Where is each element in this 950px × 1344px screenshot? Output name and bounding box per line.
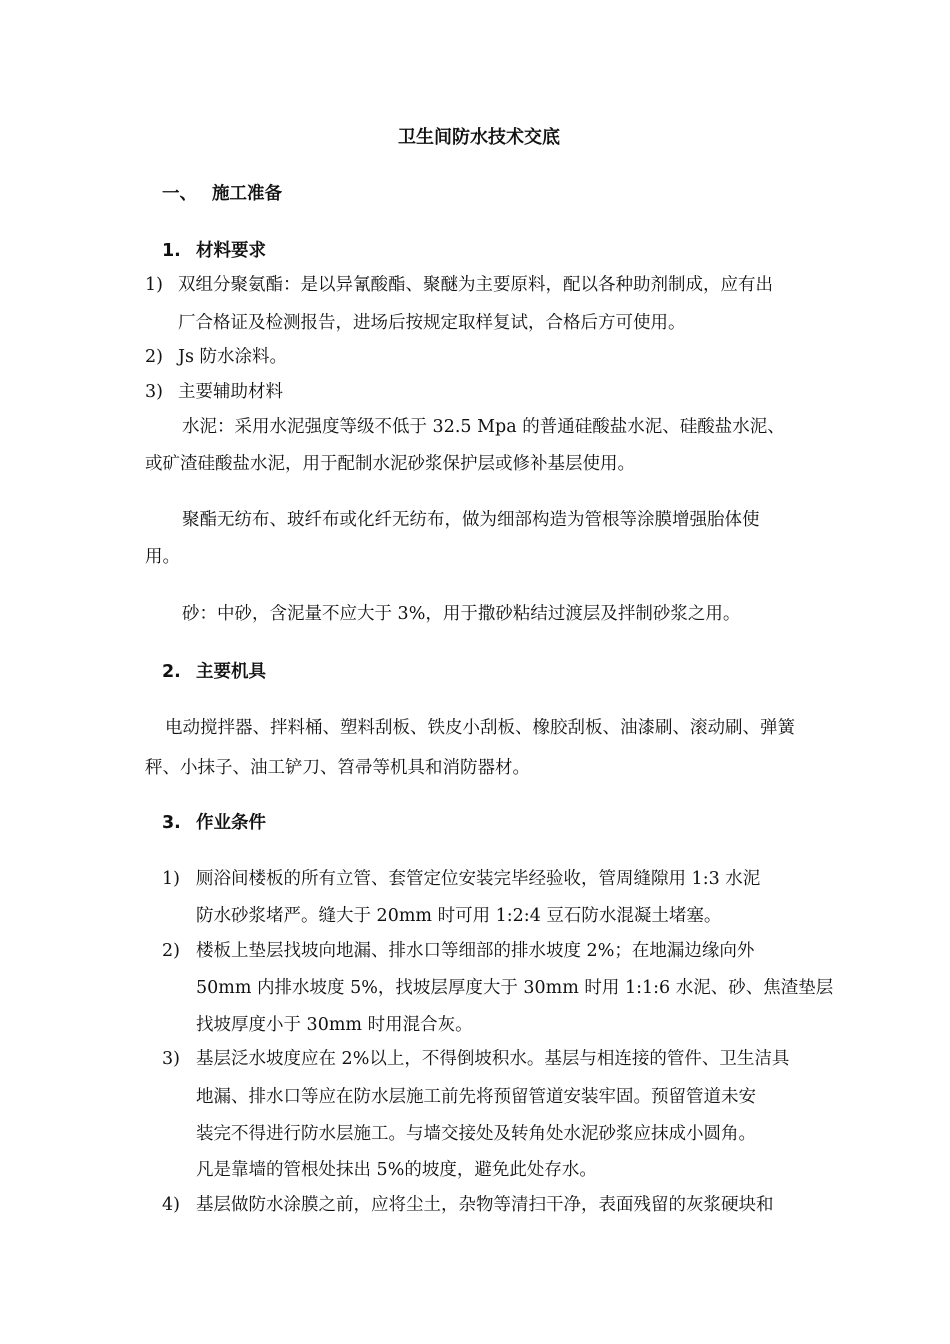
list-text: 基层泛水坡度应在 2%以上，不得倒坡积水。基层与相连接的管件、卫生洁具 [196,1049,790,1069]
subsection-number: 3. [162,813,181,833]
subsection-heading: 主要机具 [196,662,266,682]
list-text: 基层做防水涂膜之前，应将尘土，杂物等清扫干净，表面残留的灰浆硬块和 [196,1195,774,1215]
list-text: 50mm 内排水坡度 5%，找坡层厚度大于 30mm 时用 1:1:6 水泥、砂、焦渣垫层 [196,978,834,998]
list-text: 地漏、排水口等应在防水层施工前先将预留管道安装牢固。预留管道未安 [196,1087,756,1107]
list-number: 1) [145,275,163,295]
paragraph-line: 砂：中砂，含泥量不应大于 3%，用于撒砂粘结过渡层及拌制砂浆之用。 [182,604,741,624]
list-number: 1) [162,869,180,889]
list-number: 4) [162,1195,180,1215]
list-number: 3) [145,382,163,402]
paragraph-line: 聚酯无纺布、玻纤布或化纤无纺布，做为细部构造为管根等涂膜增强胎体使 [182,510,760,530]
list-text: Js 防水涂料。 [178,347,288,367]
list-text: 凡是靠墙的管根处抹出 5%的坡度，避免此处存水。 [196,1160,597,1180]
list-text: 厂合格证及检测报告，进场后按规定取样复试，合格后方可使用。 [178,313,686,333]
paragraph-line: 水泥：采用水泥强度等级不低于 32.5 Mpa 的普通硅酸盐水泥、硅酸盐水泥、 [182,417,785,437]
list-text: 防水砂浆堵严。缝大于 20mm 时可用 1:2:4 豆石防水混凝土堵塞。 [196,906,722,926]
subsection-number: 1. [162,241,181,261]
section-heading: 施工准备 [212,184,282,204]
paragraph-line: 电动搅拌器、拌料桶、塑料刮板、铁皮小刮板、橡胶刮板、油漆刷、滚动刷、弹簧 [165,718,795,738]
list-text: 楼板上垫层找坡向地漏、排水口等细部的排水坡度 2%；在地漏边缘向外 [196,941,755,961]
list-text: 双组分聚氨酯：是以异氰酸酯、聚醚为主要原料，配以各种助剂制成，应有出 [178,275,773,295]
list-number: 3) [162,1049,180,1069]
paragraph-line: 用。 [145,547,180,567]
document-title: 卫生间防水技术交底 [398,127,560,148]
subsection-heading: 作业条件 [196,813,266,833]
paragraph-line: 或矿渣硅酸盐水泥，用于配制水泥砂浆保护层或修补基层使用。 [145,454,635,474]
paragraph-line: 秤、小抹子、油工铲刀、笤帚等机具和消防器材。 [145,758,530,778]
section-number: 一、 [162,184,197,204]
subsection-heading: 材料要求 [196,241,266,261]
subsection-number: 2. [162,662,181,682]
list-text: 找坡厚度小于 30mm 时用混合灰。 [196,1015,473,1035]
list-text: 厕浴间楼板的所有立管、套管定位安装完毕经验收，管周缝隙用 1:3 水泥 [196,869,761,889]
list-number: 2) [162,941,180,961]
list-number: 2) [145,347,163,367]
list-text: 装完不得进行防水层施工。与墙交接处及转角处水泥砂浆应抹成小圆角。 [196,1124,756,1144]
list-text: 主要辅助材料 [178,382,283,402]
